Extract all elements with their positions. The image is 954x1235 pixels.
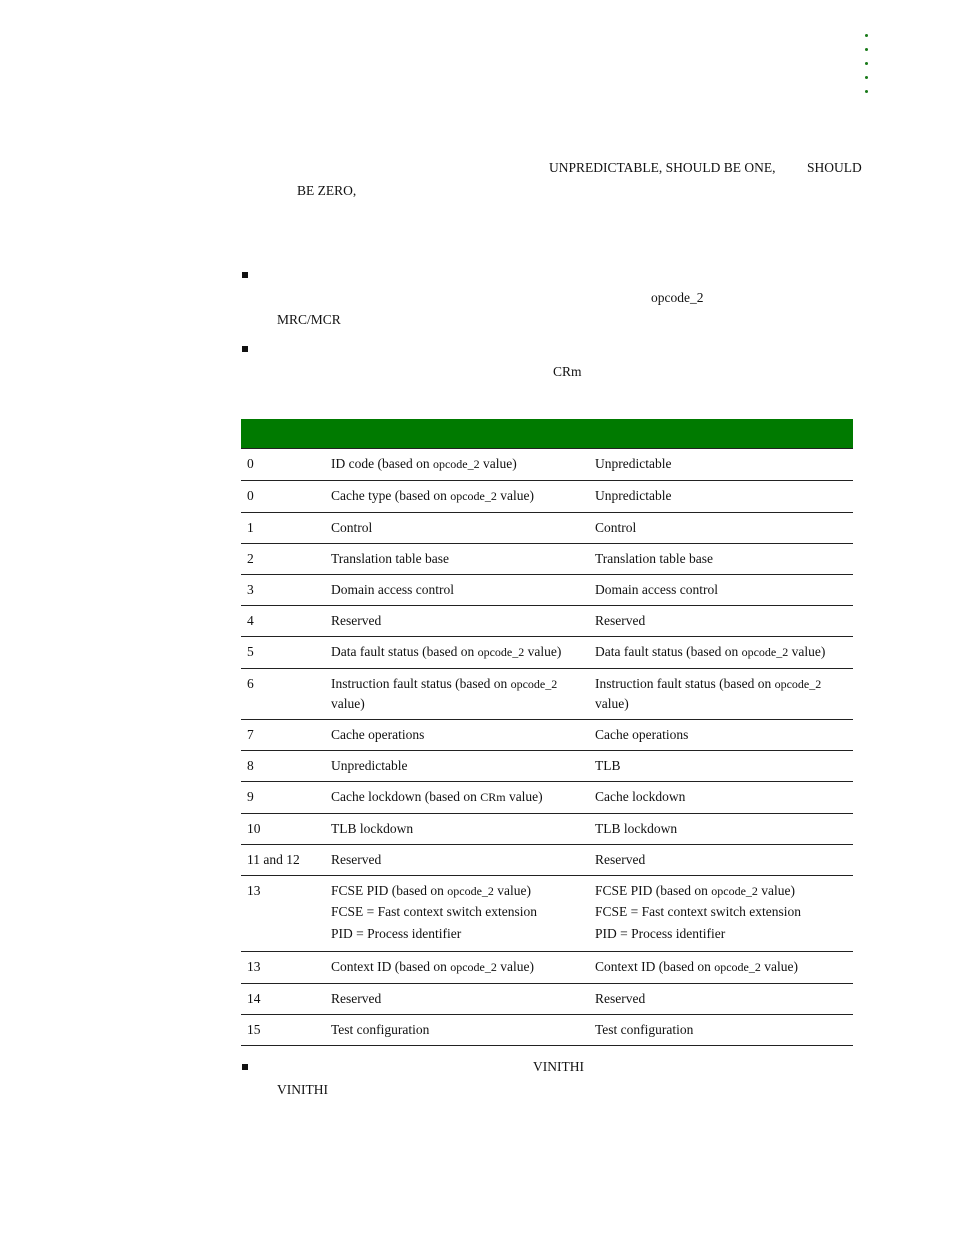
cell-text: value) (760, 959, 798, 974)
cell-line (595, 486, 849, 505)
cell-code-ref: opcode_2 (477, 645, 525, 659)
cell-text: FCSE = Fast context switch extension (595, 904, 801, 919)
cell-line (331, 850, 585, 869)
cell-write-function (589, 814, 853, 845)
dot (865, 34, 868, 37)
text-opcode2-ref: opcode_2 (651, 290, 704, 305)
cell-write-function (589, 845, 853, 876)
cell-read-function (325, 449, 589, 481)
cell-line (331, 957, 585, 977)
cell-line (595, 580, 849, 599)
cell-text: PID = Process identifier (595, 926, 726, 941)
cell-line (595, 518, 849, 537)
cell-line (595, 674, 849, 713)
cell-text: value) (595, 696, 629, 711)
header-cell-register (241, 419, 325, 449)
cell-read-function (325, 720, 589, 751)
text-unpredictable: UNPREDICTABLE, SHOULD BE ONE, (549, 160, 776, 175)
cell-register-number: 11 and 12 (241, 845, 325, 876)
cell-code-ref: opcode_2 (714, 960, 761, 974)
table-row (241, 952, 853, 984)
cell-text: Translation table base (595, 551, 713, 566)
cell-register-number: 4 (241, 606, 325, 637)
cell-text: Reserved (595, 991, 646, 1006)
cell-text: ID code (based on (331, 456, 433, 471)
cell-text: Unpredictable (331, 758, 408, 773)
cell-write-function (589, 876, 853, 952)
cell-write-function (589, 669, 853, 720)
cell-read-function (325, 782, 589, 814)
cell-text: Test configuration (595, 1022, 694, 1037)
cell-register-number: 5 (241, 637, 325, 669)
cell-read-function (325, 669, 589, 720)
table-row (241, 876, 853, 952)
cell-line (595, 881, 849, 901)
cell-text: value) (505, 789, 543, 804)
cell-text: Cache lockdown (based on (331, 789, 481, 804)
cell-register-number: 13 (241, 876, 325, 952)
table-row (241, 845, 853, 876)
cell-line (331, 787, 585, 807)
cell-text: Domain access control (595, 582, 718, 597)
cell-line (331, 901, 585, 923)
text-vinithi-2: VINITHI (277, 1082, 328, 1097)
cell-text: TLB lockdown (595, 821, 678, 836)
cell-read-function (325, 637, 589, 669)
cell-read-function (325, 751, 589, 782)
cell-write-function (589, 751, 853, 782)
cell-write-function (589, 481, 853, 513)
cell-text: Cache type (based on (331, 488, 451, 503)
cell-line (331, 725, 585, 744)
table-row (241, 669, 853, 720)
text-vinithi-1: VINITHI (533, 1059, 584, 1074)
cell-line (595, 957, 849, 977)
cell-line (331, 989, 585, 1008)
cell-text: Reserved (595, 852, 646, 867)
text-mrc-mcr: MRC/MCR (277, 312, 341, 327)
cell-register-number: 2 (241, 544, 325, 575)
table-row (241, 751, 853, 782)
cell-text: Context ID (based on (595, 959, 715, 974)
cell-register-number: 14 (241, 984, 325, 1015)
cell-text: value) (479, 456, 517, 471)
cell-write-function (589, 637, 853, 669)
table-header-row (241, 419, 853, 449)
cell-text: Test configuration (331, 1022, 430, 1037)
cell-read-function (325, 575, 589, 606)
cell-write-function (589, 544, 853, 575)
cell-text: value) (493, 883, 532, 898)
cell-write-function (589, 606, 853, 637)
cell-code-ref: opcode_2 (711, 884, 758, 898)
cell-write-function (589, 513, 853, 544)
bullet-2 (242, 346, 248, 352)
cell-register-number: 7 (241, 720, 325, 751)
cell-line (595, 756, 849, 775)
cell-read-function (325, 481, 589, 513)
cell-register-number: 13 (241, 952, 325, 984)
cell-text: Translation table base (331, 551, 449, 566)
cell-read-function (325, 606, 589, 637)
cell-text: value) (496, 488, 534, 503)
cell-read-function (325, 544, 589, 575)
cell-text: FCSE = Fast context switch extension (331, 904, 537, 919)
header-cell-write (589, 419, 853, 449)
cell-write-function (589, 1015, 853, 1046)
cell-text: Cache lockdown (595, 789, 686, 804)
cell-code-ref: opcode_2 (741, 645, 789, 659)
bullet-1 (242, 272, 248, 278)
cell-text: FCSE PID (based on (595, 883, 712, 898)
cell-text: Data fault status (based on (331, 644, 478, 659)
cell-write-function (589, 575, 853, 606)
text-crm-ref: CRm (553, 364, 582, 379)
cell-line (331, 1020, 585, 1039)
cell-code-ref: opcode_2 (447, 884, 494, 898)
cell-line (331, 642, 585, 662)
cell-text: value) (524, 644, 562, 659)
cell-line (595, 1020, 849, 1039)
cell-read-function (325, 845, 589, 876)
cell-line (331, 756, 585, 775)
cell-code-ref: opcode_2 (450, 960, 497, 974)
cell-line (331, 819, 585, 838)
table-row (241, 1015, 853, 1046)
cell-text: Data fault status (based on (595, 644, 742, 659)
cell-line (595, 923, 849, 945)
cell-read-function (325, 952, 589, 984)
cell-register-number: 10 (241, 814, 325, 845)
table-row (241, 544, 853, 575)
cell-register-number: 9 (241, 782, 325, 814)
cell-register-number: 15 (241, 1015, 325, 1046)
cell-line (595, 850, 849, 869)
table-body (241, 449, 853, 1046)
cell-text: Control (595, 520, 637, 535)
table-row (241, 449, 853, 481)
cell-read-function (325, 513, 589, 544)
cell-code-ref: CRm (480, 790, 506, 804)
cell-text: Reserved (331, 613, 382, 628)
cell-line (595, 454, 849, 473)
cell-code-ref: opcode_2 (432, 457, 480, 471)
cell-text: Unpredictable (595, 488, 672, 503)
cell-text: value) (331, 696, 365, 711)
cell-text: Instruction fault status (based on (331, 676, 511, 691)
cell-write-function (589, 952, 853, 984)
cell-line (331, 518, 585, 537)
cell-write-function (589, 782, 853, 814)
bullet-3 (242, 1064, 248, 1070)
cell-code-ref: opcode_2 (450, 489, 497, 503)
cell-line (331, 674, 585, 713)
cell-text: Cache operations (331, 727, 425, 742)
cell-register-number: 6 (241, 669, 325, 720)
cell-line (331, 486, 585, 506)
dot (865, 90, 868, 93)
cell-line (331, 549, 585, 568)
cell-text: Domain access control (331, 582, 454, 597)
cell-read-function (325, 984, 589, 1015)
cell-write-function (589, 449, 853, 481)
cell-line (595, 549, 849, 568)
cell-read-function (325, 814, 589, 845)
cell-register-number: 0 (241, 449, 325, 481)
cell-read-function (325, 1015, 589, 1046)
cell-text: PID = Process identifier (331, 926, 462, 941)
cell-text: Reserved (331, 991, 382, 1006)
margin-dots (862, 34, 870, 104)
cell-text: Instruction fault status (based on (595, 676, 775, 691)
cell-text: Context ID (based on (331, 959, 451, 974)
cell-line (331, 923, 585, 945)
table-row (241, 637, 853, 669)
cell-text: Cache operations (595, 727, 689, 742)
cell-register-number: 8 (241, 751, 325, 782)
table-row (241, 782, 853, 814)
table-row (241, 481, 853, 513)
dot (865, 76, 868, 79)
cell-text: value) (788, 644, 826, 659)
table-row (241, 720, 853, 751)
cell-text: FCSE PID (based on (331, 883, 448, 898)
table-row (241, 575, 853, 606)
cell-register-number: 3 (241, 575, 325, 606)
header-cell-read (325, 419, 589, 449)
table-row (241, 984, 853, 1015)
cell-line (595, 642, 849, 662)
cell-text: TLB (595, 758, 621, 773)
cell-text: value) (757, 883, 796, 898)
cell-line (331, 611, 585, 630)
cell-read-function (325, 876, 589, 952)
dot (865, 62, 868, 65)
cell-write-function (589, 720, 853, 751)
text-should: SHOULD (807, 160, 862, 175)
cell-line (331, 881, 585, 901)
text-be-zero: BE ZERO, (297, 183, 357, 198)
cell-text: value) (496, 959, 534, 974)
cell-register-number: 0 (241, 481, 325, 513)
dot (865, 48, 868, 51)
cell-code-ref: opcode_2 (774, 677, 822, 691)
cell-line (331, 454, 585, 474)
cell-line (595, 787, 849, 806)
register-table (241, 419, 853, 1046)
cell-text: Reserved (595, 613, 646, 628)
cell-line (595, 901, 849, 923)
cell-line (595, 819, 849, 838)
cell-line (595, 725, 849, 744)
table-row (241, 606, 853, 637)
cell-text: Control (331, 520, 373, 535)
cell-code-ref: opcode_2 (510, 677, 558, 691)
cell-line (331, 580, 585, 599)
cell-text: Unpredictable (595, 456, 672, 471)
table-row (241, 814, 853, 845)
cell-register-number: 1 (241, 513, 325, 544)
cell-line (595, 989, 849, 1008)
table-row (241, 513, 853, 544)
cell-text: Reserved (331, 852, 382, 867)
cell-text: TLB lockdown (331, 821, 414, 836)
cell-line (595, 611, 849, 630)
cell-write-function (589, 984, 853, 1015)
